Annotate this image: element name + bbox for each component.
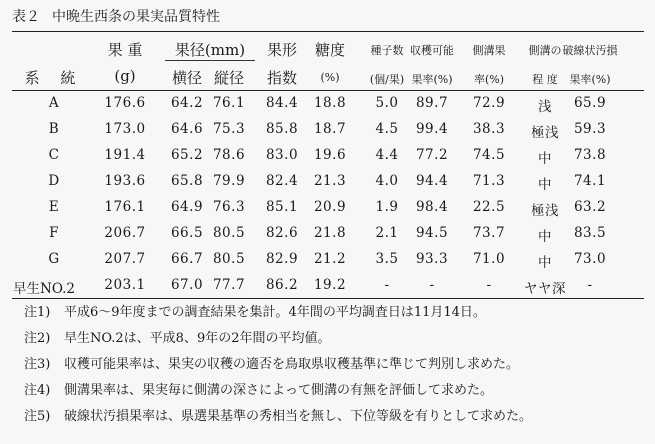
- header-harvestable: 収穫可能: [410, 44, 454, 57]
- cell-line: D: [48, 173, 60, 189]
- footnote-label: 注3): [24, 357, 51, 372]
- cell-weight: 206.7: [104, 225, 146, 241]
- cell-vertical: 76.1: [212, 95, 246, 111]
- cell-line: B: [48, 121, 60, 137]
- footnote-label: 注2): [24, 331, 51, 346]
- footnotes: [24, 300, 532, 430]
- header-groove-degree: 側溝の: [528, 44, 562, 57]
- cell-degree: 中: [538, 255, 552, 271]
- cell-brix: 20.9: [313, 199, 347, 215]
- cell-side-groove: 71.3: [472, 173, 506, 189]
- cell-harvestable: 94.4: [415, 173, 449, 189]
- footnote: [24, 300, 532, 326]
- cell-degree: 中: [538, 151, 552, 167]
- cell-brix: 21.8: [313, 225, 347, 241]
- cell-harvestable: 77.2: [415, 147, 449, 163]
- cell-harvestable: 93.3: [415, 251, 449, 267]
- cell-harvestable: 94.5: [415, 225, 449, 241]
- cell-seeds: -: [384, 277, 390, 293]
- cell-damage: 83.5: [573, 225, 607, 241]
- footnote-text: 早生NO.2は、平成8、9年の2年間の平均値。: [64, 331, 331, 346]
- cell-side-groove: 74.5: [472, 147, 506, 163]
- cell-index: 85.8: [265, 121, 299, 137]
- cell-damage: 59.3: [573, 121, 607, 137]
- top-rule: [12, 31, 644, 32]
- footnote-label: 注1): [24, 305, 51, 320]
- table-row: [0, 95, 655, 121]
- footnote: [24, 404, 532, 430]
- cell-horizontal: 65.2: [170, 147, 204, 163]
- bottom-rule: [12, 298, 644, 299]
- cell-degree: ヤヤ深: [524, 281, 566, 297]
- footnote-text: 側溝果率は、果実毎に側溝の深さによって側溝の有無を評価して求めた。: [64, 383, 494, 398]
- cell-weight: 173.0: [104, 121, 146, 137]
- cell-vertical: 80.5: [212, 251, 246, 267]
- header-brix-unit: (%): [320, 71, 340, 84]
- cell-line: A: [48, 95, 60, 111]
- cell-side-groove: 73.7: [472, 225, 506, 241]
- header-rule: [12, 90, 644, 91]
- cell-damage: 73.8: [573, 147, 607, 163]
- cell-harvestable: 89.7: [415, 95, 449, 111]
- cell-horizontal: 66.5: [170, 225, 204, 241]
- table-caption: 中晩生西条の果実品質特性: [52, 9, 220, 25]
- cell-side-groove: 71.0: [472, 251, 506, 267]
- header-damage: 破線状汚損: [562, 44, 618, 57]
- cell-damage: 73.0: [573, 251, 607, 267]
- cell-index: 82.4: [265, 173, 299, 189]
- table-row: [0, 199, 655, 225]
- cell-seeds: 4.4: [375, 147, 399, 163]
- cell-brix: 18.7: [313, 121, 347, 137]
- table-row: [0, 147, 655, 173]
- cell-horizontal: 64.9: [170, 199, 204, 215]
- cell-degree: 中: [538, 177, 552, 193]
- cell-side-groove: 72.9: [472, 95, 506, 111]
- cell-side-groove: 22.5: [472, 199, 506, 215]
- footnote-text: 収穫可能果率は、果実の収穫の適否を鳥取県収穫基準に準じて判別し求めた。: [64, 357, 520, 372]
- cell-side-groove: 38.3: [472, 121, 506, 137]
- cell-brix: 21.2: [313, 251, 347, 267]
- cell-weight: 191.4: [104, 147, 146, 163]
- header-seeds: 種子数: [370, 44, 404, 57]
- cell-line: 早生NO.2: [13, 281, 75, 297]
- cell-brix: 19.2: [313, 277, 347, 293]
- cell-vertical: 77.7: [212, 277, 246, 293]
- cell-seeds: 2.1: [375, 225, 399, 241]
- cell-weight: 207.7: [104, 251, 146, 267]
- cell-vertical: 80.5: [212, 225, 246, 241]
- cell-vertical: 78.6: [212, 147, 246, 163]
- cell-horizontal: 64.2: [170, 95, 204, 111]
- table-row: [0, 251, 655, 277]
- cell-harvestable: -: [429, 277, 435, 293]
- header-brix: 糖度: [314, 41, 346, 59]
- table-label: 表２: [12, 9, 40, 25]
- table-row: [0, 121, 655, 147]
- cell-brix: 19.6: [313, 147, 347, 163]
- footnote: [24, 378, 532, 404]
- footnote-label: 注4): [24, 383, 51, 398]
- cell-weight: 176.6: [104, 95, 146, 111]
- cell-brix: 18.8: [313, 95, 347, 111]
- header-side-groove-unit: 率(%): [473, 73, 505, 86]
- cell-horizontal: 65.8: [170, 173, 204, 189]
- cell-vertical: 79.9: [212, 173, 246, 189]
- footnote: [24, 352, 532, 378]
- cell-horizontal: 64.6: [170, 121, 204, 137]
- cell-side-groove: -: [486, 277, 492, 293]
- header-weight-unit: (g): [114, 67, 136, 85]
- cell-degree: 極浅: [531, 125, 559, 141]
- cell-index: 85.1: [265, 199, 299, 215]
- header-index: 指数: [266, 69, 298, 87]
- footnote-text: 破線状汚損果率は、県選果基準の秀相当を無し、下位等級を有りとして求めた。: [64, 409, 533, 424]
- cell-damage: -: [587, 277, 593, 293]
- header-harvestable-unit: 果率(%): [411, 73, 453, 86]
- header-line: 系 統: [24, 69, 84, 87]
- header-shape: 果形: [266, 41, 298, 59]
- header-weight: 果 重: [107, 41, 143, 59]
- cell-damage: 63.2: [573, 199, 607, 215]
- table-title: [12, 6, 220, 26]
- cell-line: E: [48, 199, 60, 215]
- footnote: [24, 326, 532, 352]
- cell-seeds: 4.0: [375, 173, 399, 189]
- cell-vertical: 75.3: [212, 121, 246, 137]
- cell-seeds: 4.5: [375, 121, 399, 137]
- cell-seeds: 1.9: [375, 199, 399, 215]
- header-damage-unit: 果率(%): [569, 73, 611, 86]
- header-side-groove: 側溝果: [472, 44, 506, 57]
- cell-seeds: 5.0: [375, 95, 399, 111]
- header-degree: 程 度: [532, 73, 558, 86]
- cell-weight: 193.6: [104, 173, 146, 189]
- cell-index: 86.2: [265, 277, 299, 293]
- cell-seeds: 3.5: [375, 251, 399, 267]
- cell-vertical: 76.3: [212, 199, 246, 215]
- cell-line: C: [48, 147, 60, 163]
- cell-weight: 203.1: [104, 277, 146, 293]
- cell-index: 82.6: [265, 225, 299, 241]
- cell-weight: 176.1: [104, 199, 146, 215]
- cell-degree: 中: [538, 229, 552, 245]
- footnote-text: 平成6～9年度までの調査結果を集計。4年間の平均調査日は11月14日。: [64, 305, 486, 320]
- footnote-label: 注5): [24, 409, 51, 424]
- diameter-underline: [165, 60, 255, 61]
- cell-index: 83.0: [265, 147, 299, 163]
- cell-index: 84.4: [265, 95, 299, 111]
- cell-degree: 極浅: [531, 203, 559, 219]
- cell-damage: 74.1: [573, 173, 607, 189]
- cell-line: G: [48, 251, 60, 267]
- cell-degree: 浅: [538, 99, 552, 115]
- cell-damage: 65.9: [573, 95, 607, 111]
- cell-line: F: [49, 225, 59, 241]
- header-horizontal: 横径: [171, 69, 203, 87]
- cell-index: 82.9: [265, 251, 299, 267]
- cell-horizontal: 66.7: [170, 251, 204, 267]
- cell-harvestable: 99.4: [415, 121, 449, 137]
- cell-horizontal: 67.0: [170, 277, 204, 293]
- cell-harvestable: 98.4: [415, 199, 449, 215]
- header-vertical: 縦径: [213, 69, 245, 87]
- table-row: [0, 225, 655, 251]
- cell-brix: 21.3: [313, 173, 347, 189]
- header-seeds-unit: (個/果): [369, 73, 405, 86]
- header-diameter: 果径(mm): [174, 41, 246, 59]
- table-row: [0, 173, 655, 199]
